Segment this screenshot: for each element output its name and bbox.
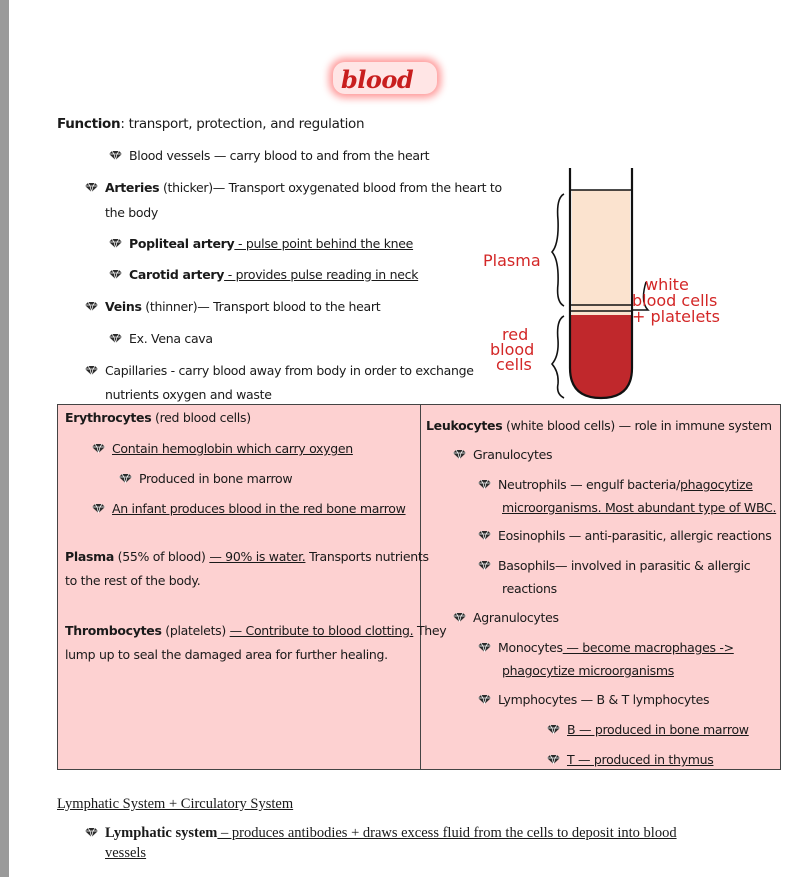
- plasma-water: — 90% is water.: [209, 549, 306, 564]
- plasma-line: [65, 549, 429, 564]
- lymphatic-heading: Lymphatic System + Circulatory System: [57, 796, 294, 812]
- infant-text: An infant produces blood in the red bone marrow: [112, 501, 406, 516]
- carotid-line: [108, 267, 418, 282]
- erythrocytes-line: [65, 410, 251, 425]
- plasma-label: Plasma: [483, 251, 541, 270]
- hemoglobin-text: Contain hemoglobin which carry oxygen: [112, 441, 353, 456]
- hemoglobin-line: [91, 441, 353, 456]
- b-cell-text: B — produced in bone marrow: [567, 722, 749, 737]
- leukocytes-label: Leukocytes: [426, 418, 503, 433]
- plasma-brace: [552, 194, 564, 306]
- rbc-label-2: blood: [490, 340, 535, 359]
- thrombocytes-line: [65, 623, 446, 638]
- neutrophils-text: Neutrophils — engulf bacteria/: [498, 477, 680, 492]
- arteries-line: [84, 180, 502, 195]
- gem-bullet-icon: [118, 473, 133, 484]
- gem-bullet-icon: [108, 269, 123, 280]
- b-cell-line: [546, 722, 749, 737]
- wbc-label-1: white: [645, 275, 689, 294]
- monocytes-text: — become macrophages ->: [562, 640, 734, 655]
- blood-vessels-line: [108, 148, 429, 163]
- eosinophils-text: Eosinophils — anti-parasitic, allergic reactions: [498, 528, 772, 543]
- lymphocytes-line: [477, 692, 709, 707]
- gem-bullet-icon: [546, 724, 561, 735]
- table-column-divider: [420, 404, 421, 770]
- lymphatic-line: [84, 825, 677, 842]
- t-cell-text: T — produced in thymus: [567, 752, 714, 767]
- gem-bullet-icon: [452, 612, 467, 623]
- gem-bullet-icon: [108, 150, 123, 161]
- neutrophils-line-2: microorganisms. Most abundant type of WBC.: [502, 500, 777, 515]
- gem-bullet-icon: [84, 301, 99, 312]
- page-title: blood: [341, 65, 414, 94]
- agranulocytes-line: [452, 610, 559, 625]
- neutrophils-phagocytize: phagocytize: [680, 477, 753, 492]
- gem-bullet-icon: [91, 503, 106, 514]
- popliteal-label: Popliteal artery: [129, 236, 235, 251]
- thrombocytes-they: They: [413, 623, 447, 638]
- red-cells-layer: [570, 315, 632, 398]
- plasma-transports: Transports nutrients: [305, 549, 429, 564]
- wbc-label-3: + platelets: [632, 307, 720, 326]
- monocytes-line: [477, 640, 734, 655]
- rbc-label-3: cells: [496, 355, 532, 374]
- red-cells-brace: [552, 316, 564, 398]
- rbc-label-1: red: [502, 325, 529, 344]
- veins-label: Veins: [105, 299, 142, 314]
- gem-bullet-icon: [477, 560, 492, 571]
- gem-bullet-icon: [84, 365, 99, 376]
- function-label: Function: [57, 116, 121, 132]
- gem-bullet-icon: [477, 694, 492, 705]
- carotid-text: - provides pulse reading in neck: [224, 267, 419, 282]
- thrombocytes-platelets: (platelets): [161, 623, 230, 638]
- monocytes-label: Monocytes: [498, 640, 563, 655]
- t-cell-line: [546, 752, 713, 767]
- capillaries-line: [84, 363, 474, 378]
- popliteal-text: - pulse point behind the knee: [234, 236, 414, 251]
- veins-line: [84, 299, 380, 314]
- veins-text: (thinner)— Transport blood to the heart: [141, 299, 381, 314]
- vena-cava-line: [108, 331, 213, 346]
- gem-bullet-icon: [546, 754, 561, 765]
- granulocytes-text: Granulocytes: [473, 447, 553, 462]
- leukocytes-text: (white blood cells) — role in immune system: [502, 418, 772, 433]
- gem-bullet-icon: [452, 449, 467, 460]
- lymphocytes-text: Lymphocytes — B & T lymphocytes: [498, 692, 710, 707]
- basophils-text: Basophils— involved in parasitic & allergic: [498, 558, 751, 573]
- function-line: [57, 116, 364, 132]
- erythrocytes-label: Erythrocytes: [65, 410, 152, 425]
- thrombocytes-line-2: lump up to seal the damaged area for further healing.: [65, 647, 388, 662]
- lymphatic-line-2: vessels: [105, 845, 147, 861]
- window-left-edge: [0, 0, 9, 877]
- arteries-line-2: the body: [105, 205, 159, 220]
- gem-bullet-icon: [91, 443, 106, 454]
- eosinophils-line: [477, 528, 772, 543]
- capillaries-line-2: nutrients oxygen and waste: [105, 387, 272, 402]
- gem-bullet-icon: [477, 479, 492, 490]
- gem-bullet-icon: [108, 333, 123, 344]
- gem-bullet-icon: [108, 238, 123, 249]
- marrow-text: Produced in bone marrow: [139, 471, 293, 486]
- arteries-text: (thicker)— Transport oxygenated blood from the heart to: [159, 180, 502, 195]
- erythrocytes-text: (red blood cells): [151, 410, 251, 425]
- plasma-entry-label: Plasma: [65, 549, 114, 564]
- capillaries-text: Capillaries - carry blood away from body in order to exchange: [105, 363, 474, 378]
- gem-bullet-icon: [477, 642, 492, 653]
- popliteal-line: [108, 236, 413, 251]
- monocytes-line-2: phagocytize microorganisms: [502, 663, 674, 678]
- arteries-label: Arteries: [105, 180, 160, 195]
- gem-bullet-icon: [84, 827, 99, 838]
- wbc-label-2: blood cells: [632, 291, 718, 310]
- gem-bullet-icon: [477, 530, 492, 541]
- basophils-line: [477, 558, 750, 573]
- infant-line: [91, 501, 406, 516]
- vena-cava-text: Ex. Vena cava: [129, 331, 213, 346]
- lymphatic-text: – produces antibodies + draws excess fluid from the cells to deposit into blood: [217, 825, 677, 841]
- blood-vessels-text: Blood vessels — carry blood to and from the heart: [129, 148, 430, 163]
- lymphatic-label: Lymphatic system: [105, 825, 218, 841]
- plasma-percent: (55% of blood): [113, 549, 210, 564]
- neutrophils-line: [477, 477, 753, 492]
- thrombocytes-clotting: — Contribute to blood clotting.: [229, 623, 414, 638]
- granulocytes-line: [452, 447, 552, 462]
- leukocytes-line: [426, 418, 772, 433]
- gem-bullet-icon: [84, 182, 99, 193]
- agranulocytes-text: Agranulocytes: [473, 610, 559, 625]
- carotid-label: Carotid artery: [129, 267, 225, 282]
- thrombocytes-label: Thrombocytes: [65, 623, 162, 638]
- marrow-line: [118, 471, 292, 486]
- page-title-badge: [333, 62, 437, 94]
- function-text: : transport, protection, and regulation: [120, 116, 365, 132]
- basophils-line-2: reactions: [502, 581, 557, 596]
- plasma-line-2: to the rest of the body.: [65, 573, 201, 588]
